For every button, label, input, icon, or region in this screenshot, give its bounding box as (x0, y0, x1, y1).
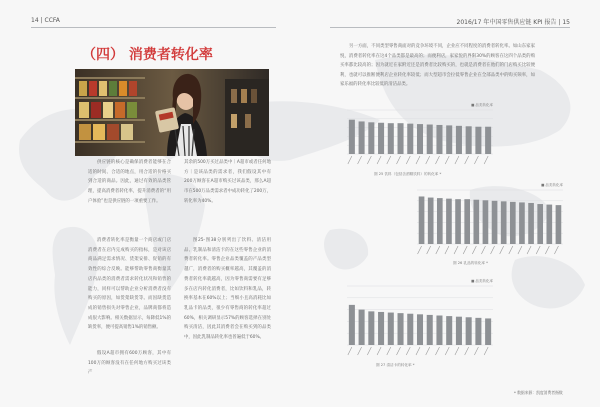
chart-bar (378, 123, 384, 154)
shopper-photo (75, 69, 269, 156)
middle-paragraph-1: 其余的500万买过品类中｜A超市或者任何地方｜是该品类的需求者，我们假设其中有200万顾客在A超市购买过该品类，那么A超市在500万品类需求者中成功转化了200万，转化率为40%。 (184, 160, 272, 204)
category-label-mark (445, 246, 449, 254)
category-label-mark (406, 347, 410, 355)
chart-bar (456, 126, 462, 154)
category-label-mark (435, 156, 439, 164)
chart-legend: ■ 品类转化率 (541, 183, 563, 187)
category-label-mark (509, 246, 513, 254)
chart-bar (492, 201, 498, 244)
category-label-mark (536, 246, 540, 254)
category-label-mark (527, 246, 531, 254)
chart-bar (388, 123, 394, 154)
category-label-mark (463, 246, 467, 254)
category-label-mark (465, 347, 469, 355)
category-label-mark (554, 246, 558, 254)
chart-bar (398, 313, 404, 345)
chart-bar (349, 305, 355, 345)
chart-dairy-conversion (407, 180, 567, 260)
category-label-mark (518, 246, 522, 254)
chart-bar (428, 198, 434, 244)
chart-bar (398, 123, 404, 154)
chart-bar (427, 125, 433, 154)
page-number-right: 15 (562, 19, 570, 26)
section-title: （四） 消费者转化率 (82, 47, 213, 63)
chart-bar (436, 125, 442, 154)
category-label-mark (436, 246, 440, 254)
category-label-mark (397, 156, 401, 164)
category-label-mark (367, 156, 371, 164)
chart-bar (537, 204, 543, 244)
chart-bar (407, 314, 413, 345)
category-label-mark (387, 347, 391, 355)
category-label-mark (455, 156, 459, 164)
data-source-note: * 数据来源：凯度消费者指数 (514, 390, 563, 395)
category-label-mark (387, 156, 391, 164)
chart-bar (436, 316, 442, 346)
category-label-mark (377, 347, 381, 355)
category-label-mark (418, 246, 422, 254)
chart-bar (546, 205, 552, 244)
category-label-mark (491, 246, 495, 254)
chart-bar (456, 317, 462, 345)
category-label-mark (358, 156, 362, 164)
chart-bar (427, 315, 433, 345)
category-label-mark (545, 246, 549, 254)
right-page-header: 2016/17 年中国零售供应链 KPI 报告 | 15 (456, 19, 570, 26)
chart-bar (359, 310, 365, 345)
category-label-mark (445, 347, 449, 355)
left-paragraph-3: 假设A超市拥有600万顾客，其中有100万的顾客没有在任何地方购买过该类产 (88, 351, 171, 376)
chart-bar (407, 124, 413, 154)
category-label-mark (397, 347, 401, 355)
chart-bar (349, 120, 355, 154)
chart-bar (501, 201, 507, 244)
left-paragraph-2: 消费者转化率是衡量一个商店或门店消费者在店内完成购买的指标，是对该店商品满足需求情况、货架安排、促销的有效性的综合反映。能够帮助零售商衡量其店内品类的消费者需求转化状况和销售的能力，同样可以帮助企业分析消费者没有购买的原因，如货架缺货等。而因缺货造成的销售损失对零售企业，品牌商都将造成很大影响。相关数据显示，每降低1%的缺货率，便可提高销售1%的销售额。 (88, 238, 171, 331)
chart-bar (446, 316, 452, 345)
chart-bar (417, 314, 423, 345)
category-label-mark (474, 156, 478, 164)
chart-bar (473, 200, 479, 244)
header-rule-right (330, 27, 570, 28)
middle-paragraph-2: 图25-图38分别列出了饮料、清洁用品、乳制品和清洁卡的在这些零售企业的消费者转化率。零售企业品类覆盖的产品类型越广，消费者的购买概率越高，其覆盖的消费者转化率就越高，因为零售商需要有足够多在店内转化消费者，比如饮料和乳品，转换率基本在60%以上；当细小且高消耗比如乳品卡的品类，很少有零售商的转化率超过60%，相关调研显示57%的顾客选择在别处购买清洁，因此其消费者会在购买到的品类中，因此乳制品转化率也普遍低于60%。 (184, 238, 271, 341)
category-label-mark (377, 156, 381, 164)
chart-bar (485, 318, 491, 345)
chart-bar (417, 124, 423, 154)
category-label-mark (427, 246, 431, 254)
category-label-mark (426, 156, 430, 164)
category-label-mark (455, 347, 459, 355)
category-label-mark (416, 156, 420, 164)
category-label-mark (358, 347, 362, 355)
category-label-mark (500, 246, 504, 254)
chart-bar (368, 311, 374, 345)
chart-caption-26: 图 26 乳品的转化率 * (453, 261, 488, 265)
chart-bar (368, 122, 374, 154)
chart-bar (437, 198, 443, 244)
category-label-mark (348, 347, 352, 355)
chart-bar (359, 121, 365, 154)
category-label-mark (454, 246, 458, 254)
chart-legend: ■ 品类转化率 (471, 103, 493, 107)
category-label-mark (465, 156, 469, 164)
brand-label: CCFA (44, 17, 60, 24)
category-label-mark (416, 347, 420, 355)
chart-bar (485, 127, 491, 154)
header-rule-left (31, 27, 276, 28)
chart-bar (446, 199, 452, 244)
chart-bar (464, 199, 470, 244)
chart-caption-27: 图 27 清洁卡的转化率 * (376, 363, 415, 367)
report-title: 2016/17 年中国零售供应链 KPI 报告 (456, 19, 557, 26)
chart-bar (556, 205, 562, 244)
left-page-header: 14 | CCFA (31, 17, 60, 24)
category-label-mark (472, 246, 476, 254)
category-label-mark (406, 156, 410, 164)
chart-bar (378, 312, 384, 345)
category-label-mark (348, 156, 352, 164)
category-label-mark (445, 156, 449, 164)
chart-bar (388, 313, 394, 345)
category-label-mark (484, 347, 488, 355)
chart-bar (519, 202, 525, 244)
chart-bar (446, 125, 452, 154)
chart-cleaning-card-conversion (337, 276, 497, 361)
chart-bar (510, 202, 516, 244)
category-label-mark (367, 347, 371, 355)
chart-bar (528, 203, 534, 244)
chart-bar (483, 200, 489, 244)
chart-bar (466, 126, 472, 154)
right-paragraph: 另一方面，不同类型零售商面对的竞争环境不同，企业应不同程度的消费者转化率。如山东家家悦，消费者转化率在这4个品类都是最高的；而便利店，家家悦的界限30%的顾客在这四个品类的购买率都比较高的；因为就近在家附近还是消费者比较购买的，也就是消费者在他们的门店购买比较便利，也就可以推断便利店企业转化率较低；而大型超市会拉低零售企业在全部品类中的购买频率，如家乐福的转化率比较低的清洁品类。 (340, 44, 535, 87)
category-label-mark (474, 347, 478, 355)
chart-bar (475, 318, 481, 345)
category-label-mark (484, 156, 488, 164)
chart-bar (455, 199, 461, 244)
category-label-mark (426, 347, 430, 355)
chart-beverage-conversion (337, 100, 497, 170)
chart-bar (475, 127, 481, 154)
chart-bar (419, 196, 425, 244)
chart-caption-25: 图 25 饮料（包括含酒精饮料）的转化率 * (374, 172, 442, 176)
left-paragraph-1: 供应链的核心是确保消费者能够在合适的时间、合适的地点，用合适的价格买到合适的商品。因此，通过有效的品类管理，提高消费者转化率，提升消费者的“用户体验”也是供应链的一项重要工作。 (88, 160, 171, 204)
chart-bar (466, 317, 472, 345)
chart-legend: ■ 品类转化率 (471, 279, 493, 283)
page-number-left: 14 (31, 17, 39, 24)
category-label-mark (481, 246, 485, 254)
category-label-mark (435, 347, 439, 355)
